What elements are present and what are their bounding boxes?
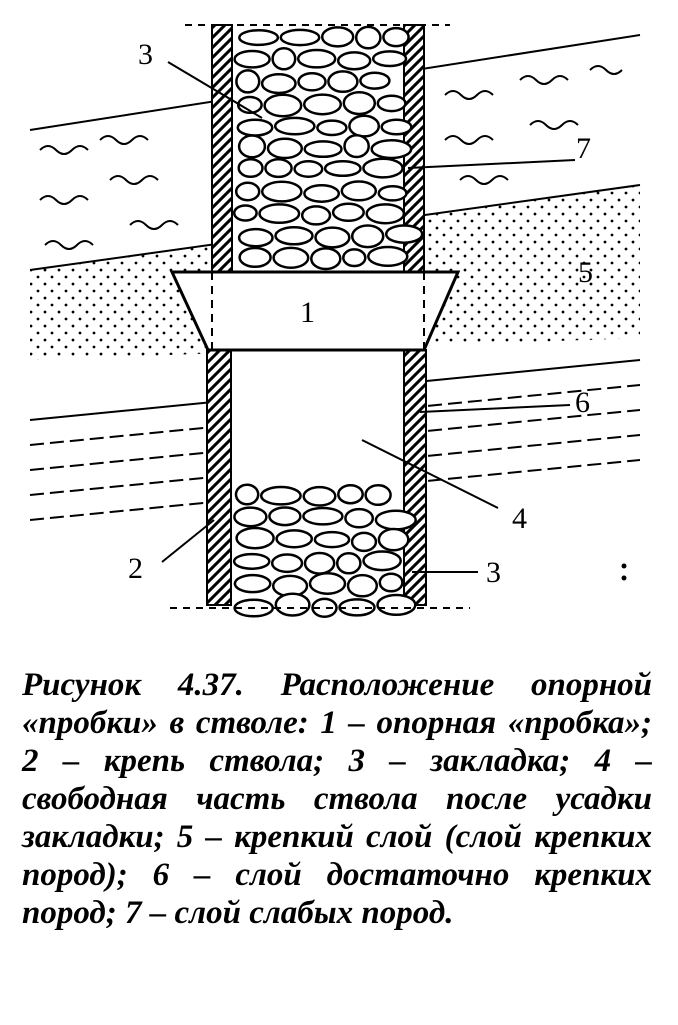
stone: [268, 139, 302, 158]
stone: [378, 595, 416, 615]
stone: [265, 159, 291, 177]
stone: [235, 51, 270, 67]
stone: [305, 553, 334, 574]
stone: [234, 206, 256, 221]
label-backfill-bottom: 3: [486, 556, 501, 589]
label-plug: 1: [300, 296, 315, 329]
stone: [281, 30, 319, 45]
stone: [276, 594, 310, 616]
stone: [274, 248, 309, 268]
stone: [342, 182, 376, 201]
stone: [338, 52, 370, 69]
stone: [363, 159, 402, 178]
stone: [299, 73, 326, 90]
stone: [352, 533, 376, 551]
stone: [348, 575, 377, 596]
stone: [235, 575, 270, 592]
stone: [276, 227, 313, 244]
stone: [234, 508, 266, 527]
stone: [344, 92, 375, 114]
stone: [343, 249, 365, 266]
stone: [273, 48, 296, 69]
stone: [379, 186, 407, 200]
stone: [360, 73, 389, 89]
stone: [322, 27, 353, 46]
stone: [239, 159, 263, 177]
stone: [277, 530, 312, 547]
label-lining: 2: [128, 552, 143, 585]
stone: [304, 185, 338, 201]
stone: [239, 229, 272, 246]
stone: [304, 487, 336, 505]
stone: [272, 555, 302, 572]
label-fair-layer: 6: [575, 386, 590, 419]
stone: [373, 51, 406, 66]
stone: [310, 573, 345, 593]
stone: [295, 161, 323, 176]
stone: [265, 95, 302, 116]
stone: [303, 508, 342, 524]
support-plug: [172, 272, 458, 350]
stone: [311, 248, 340, 269]
stone: [298, 50, 335, 67]
stone: [302, 206, 330, 224]
stone: [328, 71, 357, 91]
label-strong-layer: 5: [578, 256, 593, 289]
stone: [304, 95, 341, 115]
stone: [383, 28, 408, 46]
stone: [237, 528, 274, 548]
stone: [261, 487, 300, 504]
stone: [379, 529, 408, 550]
stone: [356, 27, 380, 48]
stone: [317, 121, 346, 135]
stone: [376, 511, 416, 530]
label-backfill-top: 3: [138, 38, 153, 71]
stone: [305, 141, 342, 156]
stone: [269, 508, 300, 526]
stone: [238, 120, 272, 136]
stone: [382, 120, 412, 135]
stone: [239, 30, 278, 45]
stone: [366, 485, 391, 505]
stone: [345, 509, 372, 527]
stone: [239, 136, 265, 158]
stone: [352, 226, 383, 248]
stone: [262, 182, 301, 202]
stone: [325, 161, 360, 176]
stone: [316, 228, 350, 248]
stone: [333, 204, 364, 221]
caption-text: Расположение опорной «пробки» в стволе: 1 – опорная «пробка»; 2 – крепь ствола; 3 – закладка; 4 – свободная часть ствола после усадки закладки; 5 – крепкий слой (слой крепких пород); 6 – слой достаточно крепких пород; 7 – слой слабых пород.: [22, 667, 652, 931]
stone: [262, 74, 295, 93]
stone: [260, 204, 300, 222]
figure-caption: [22, 666, 652, 932]
stone: [386, 226, 422, 243]
stone: [275, 118, 314, 134]
label-free-part: 4: [512, 502, 527, 535]
stone: [367, 204, 404, 223]
stone: [240, 248, 271, 267]
stone: [315, 532, 349, 547]
scan-speck: [622, 564, 627, 581]
stone: [345, 135, 369, 157]
stone: [338, 485, 362, 503]
caption-title: Рисунок 4.37.: [22, 667, 244, 703]
stone: [236, 70, 259, 92]
stone: [236, 485, 258, 505]
stone: [372, 140, 411, 158]
stone: [364, 552, 401, 571]
label-weak-layer: 7: [576, 132, 591, 165]
stone: [337, 553, 360, 573]
stone: [380, 574, 403, 592]
stone: [378, 96, 406, 111]
stone: [234, 554, 269, 569]
backfill-top: [234, 27, 422, 269]
stone: [368, 247, 407, 266]
stone: [349, 116, 378, 137]
stone: [236, 183, 259, 200]
